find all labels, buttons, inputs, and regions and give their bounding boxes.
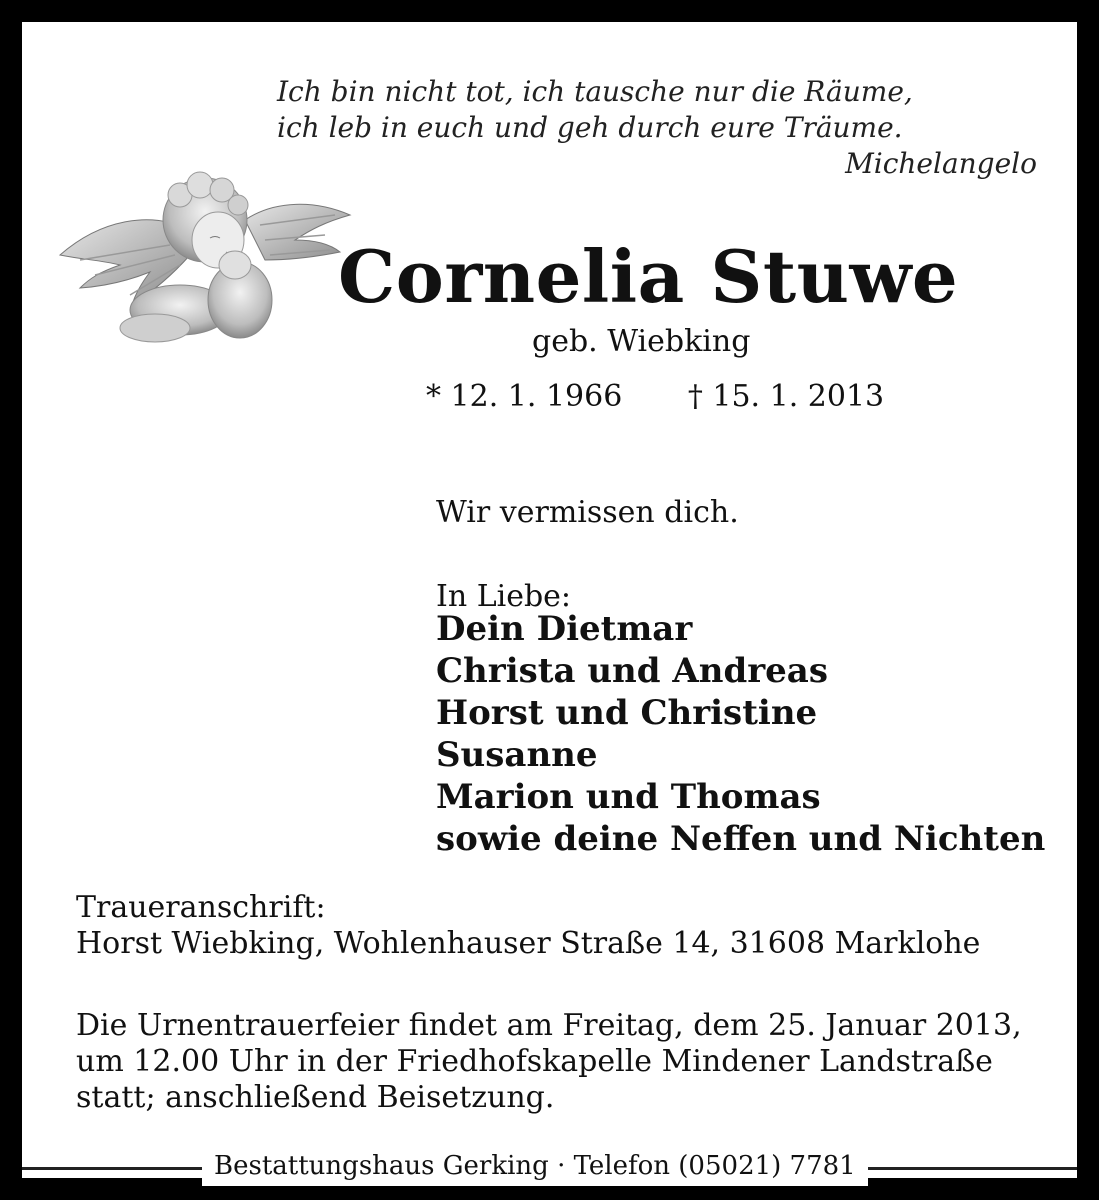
angel-image <box>40 160 360 360</box>
quote-author: Michelangelo <box>845 147 1037 180</box>
family-member: Christa und Andreas <box>436 651 828 691</box>
obituary-notice <box>22 22 1077 1181</box>
family-intro: In Liebe: <box>436 579 572 614</box>
mourning-address <box>76 890 980 962</box>
address-value: Horst Wiebking, Wohlenhauser Straße 14, 31608 Marklohe <box>76 926 981 961</box>
deceased-name: Cornelia Stuwe <box>338 234 959 319</box>
family-member: Susanne <box>436 735 598 775</box>
birth-date: * 12. 1. 1966 <box>426 379 623 414</box>
quote-line-1: Ich bin nicht tot, ich tausche nur die Räume, <box>277 75 913 108</box>
family-member: Dein Dietmar <box>436 609 693 649</box>
service-info <box>76 1008 1066 1116</box>
life-dates <box>426 377 884 417</box>
quote-line-2: ich leb in euch und geh durch eure Träume. <box>277 111 903 144</box>
farewell-text: Wir vermissen dich. <box>436 495 739 530</box>
family-member: Marion und Thomas <box>436 777 821 817</box>
service-line-3: statt; anschließend Beisetzung. <box>76 1080 555 1115</box>
family-member: sowie deine Neffen und Nichten <box>436 819 1046 859</box>
birth-name: geb. Wiebking <box>532 324 751 359</box>
death-date: † 15. 1. 2013 <box>687 379 885 414</box>
address-label: Traueranschrift: <box>76 890 326 925</box>
service-line-2: um 12.00 Uhr in der Friedhofskapelle Mindener Landstraße <box>76 1044 993 1079</box>
family-list <box>436 608 1045 860</box>
family-member: Horst und Christine <box>436 693 818 733</box>
service-line-1: Die Urnentrauerfeier findet am Freitag, dem 25. Januar 2013, <box>76 1008 1022 1043</box>
quote-block <box>277 74 1037 182</box>
funeral-home-footer: Bestattungshaus Gerking · Telefon (05021) 7781 <box>202 1146 868 1186</box>
